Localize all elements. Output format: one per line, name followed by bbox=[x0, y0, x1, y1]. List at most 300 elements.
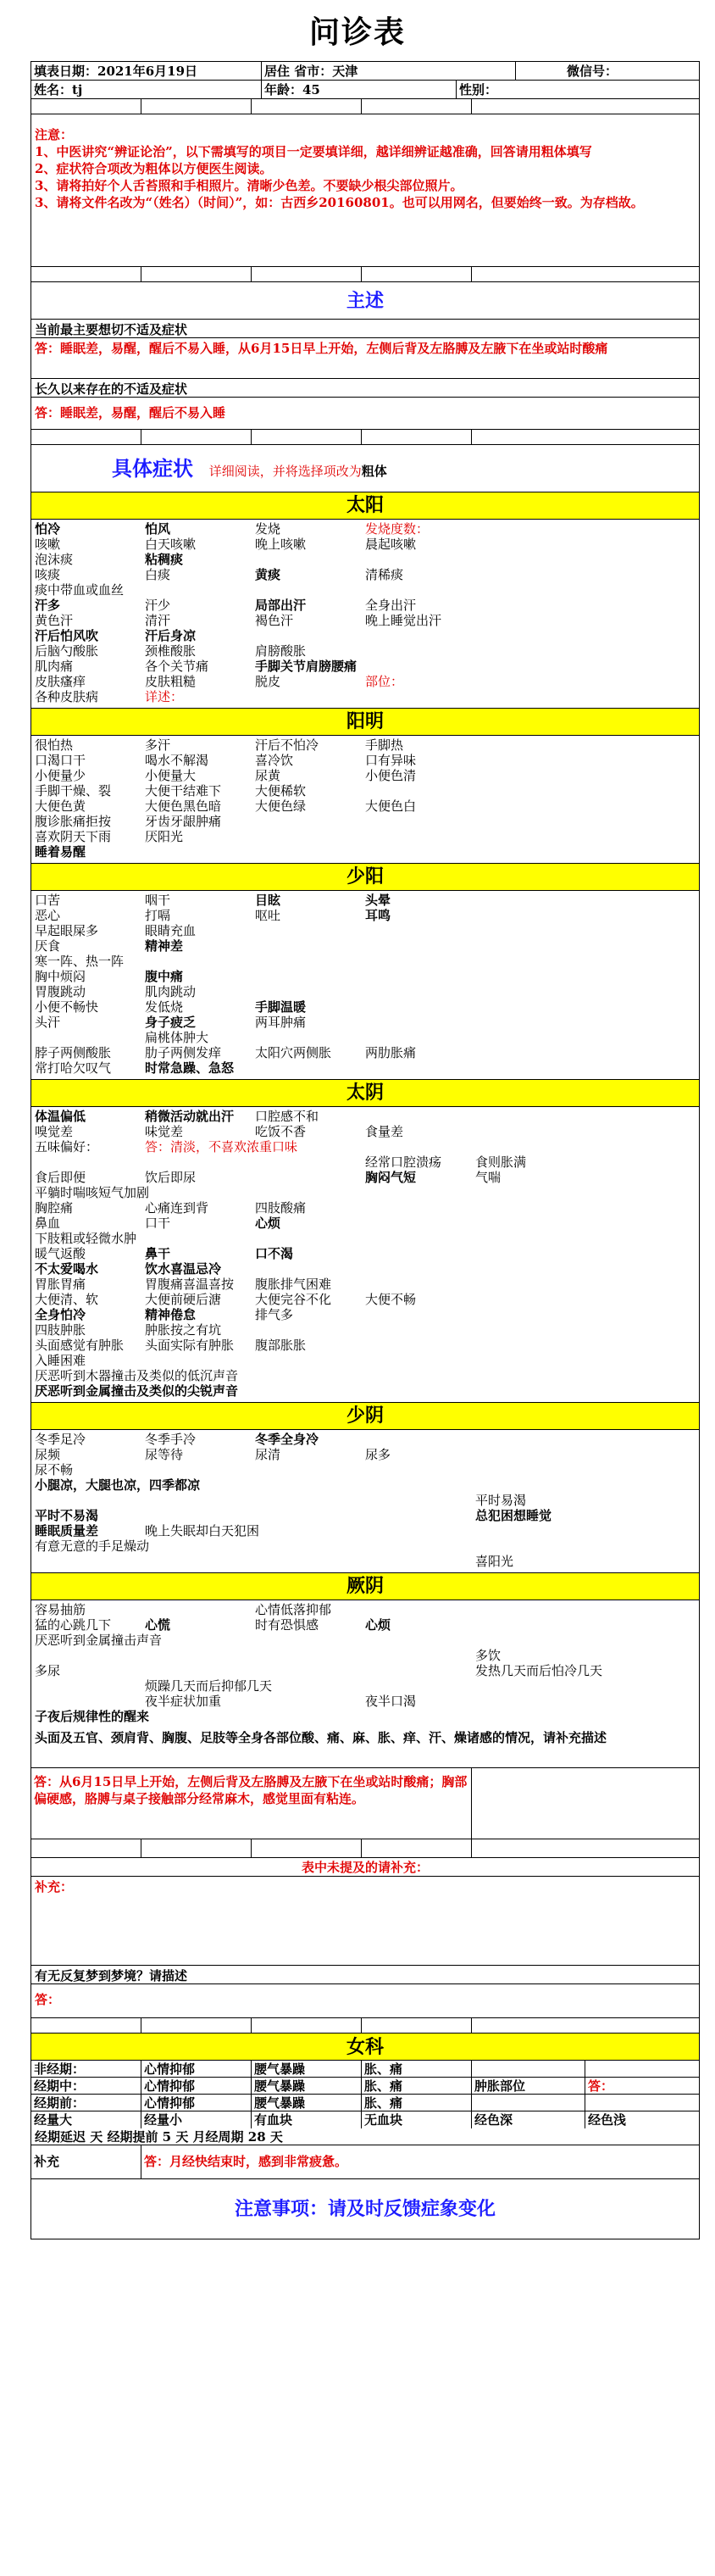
fill-date[interactable]: 填表日期：2021年6月19日 bbox=[31, 62, 262, 80]
patient-name[interactable]: 姓名：tj bbox=[31, 81, 262, 98]
taiyang-symptom[interactable]: 部位： bbox=[365, 674, 404, 689]
yangming-symptom bbox=[475, 783, 696, 798]
gyn-cell[interactable]: 心情抑郁 bbox=[141, 2061, 252, 2077]
gyn-cell[interactable]: 经量大 bbox=[31, 2111, 141, 2128]
shaoyin-symptom[interactable]: 尿等待 bbox=[145, 1447, 184, 1462]
footer-note: 注意事项：请及时反馈症象变化 bbox=[234, 2198, 496, 2220]
shaoyin-symptom bbox=[475, 1432, 696, 1447]
taiyang-symptom[interactable]: 咳痰 bbox=[35, 567, 61, 582]
gyn-cell[interactable]: 经色浅 bbox=[588, 2112, 627, 2128]
taiyin-symptom[interactable]: 腹部胀胀 bbox=[255, 1338, 307, 1353]
shaoyin-symptom[interactable]: 晚上失眠却白天犯困 bbox=[145, 1523, 260, 1538]
taiyang-symptom[interactable]: 痰中带血或血丝 bbox=[35, 582, 125, 598]
taiyin-symptom[interactable]: 头面实际有肿胀 bbox=[145, 1338, 235, 1353]
taiyin-symptom[interactable]: 稍微活动就出汗 bbox=[145, 1109, 235, 1124]
yangming-symptom[interactable]: 大便色黑色暗 bbox=[145, 798, 222, 814]
taiyin-symptom[interactable]: 大便不畅 bbox=[365, 1292, 417, 1307]
yangming-symptom[interactable]: 厌阳光 bbox=[145, 829, 184, 844]
taiyang-symptom[interactable]: 黄痰 bbox=[255, 567, 281, 582]
shaoyang-symptom bbox=[475, 1045, 696, 1060]
taiyin-symptom[interactable]: 厌恶听到金属撞击及类似的尖锐声音 bbox=[35, 1383, 239, 1399]
taiyang-symptom[interactable]: 粘稠痰 bbox=[145, 552, 184, 567]
shaoyang-symptom[interactable]: 肋子两侧发痒 bbox=[145, 1045, 222, 1060]
taiyin-symptom bbox=[255, 1322, 365, 1338]
taiyin-symptom bbox=[475, 1322, 696, 1338]
taiyin-symptom[interactable]: 排气多 bbox=[255, 1307, 294, 1322]
taiyin-symptom[interactable]: 食后即便 bbox=[35, 1170, 86, 1185]
shaoyang-symptom bbox=[475, 893, 696, 908]
yangming-symptom bbox=[475, 737, 696, 753]
gyn-cell[interactable]: 有血块 bbox=[252, 2111, 362, 2128]
shaoyang-symptom[interactable]: 腹中痛 bbox=[145, 969, 184, 984]
spacer-row bbox=[31, 1839, 699, 1858]
taiyin-symptom[interactable]: 心烦 bbox=[255, 1216, 281, 1231]
shaoyang-symptom[interactable]: 两肋胀痛 bbox=[365, 1045, 417, 1060]
taiyin-symptom bbox=[145, 1353, 255, 1368]
taiyang-symptom bbox=[475, 537, 696, 552]
taiyin-symptom[interactable]: 口干 bbox=[145, 1216, 171, 1231]
shaoyin-symptom bbox=[35, 1554, 145, 1569]
shaoyin-symptom[interactable]: 尿多 bbox=[365, 1447, 391, 1462]
gyn-cell[interactable]: 经期前： bbox=[31, 2095, 141, 2111]
taiyang-symptom[interactable]: 各个关节痛 bbox=[145, 659, 209, 674]
shaoyin-symptom[interactable]: 尿不畅 bbox=[35, 1462, 74, 1477]
taiyin-symptom bbox=[365, 1261, 475, 1277]
page-title: 问诊表 bbox=[308, 14, 406, 50]
taiyang-symptom[interactable]: 怕风 bbox=[145, 521, 171, 537]
jueyin-heading: 厥阴 bbox=[31, 1573, 699, 1600]
taiyang-symptom[interactable]: 发烧 bbox=[255, 521, 281, 537]
yangming-symptom[interactable]: 睡着易醒 bbox=[35, 844, 86, 860]
shaoyin-symptom bbox=[475, 1462, 696, 1477]
taiyang-symptom bbox=[365, 582, 475, 598]
taiyang-symptom[interactable]: 发烧度数： bbox=[365, 521, 430, 537]
jueyin-symptom[interactable]: 夜半口渴 bbox=[365, 1694, 417, 1709]
supplement-label[interactable]: 补充： bbox=[35, 1879, 74, 1894]
yangming-symptom bbox=[475, 844, 696, 860]
shaoyang-symptom[interactable]: 目眩 bbox=[255, 893, 281, 908]
shaoyang-symptom bbox=[365, 1030, 475, 1045]
gyn-supp-row bbox=[31, 2145, 699, 2179]
taiyang-symptom[interactable]: 各种皮肤病 bbox=[35, 689, 99, 704]
jueyin-symptom[interactable]: 心情低落抑郁 bbox=[255, 1602, 332, 1617]
shaoyin-symptom[interactable]: 平时不易渴 bbox=[35, 1508, 99, 1523]
shaoyang-symptom[interactable]: 常打哈欠叹气 bbox=[35, 1060, 112, 1076]
taiyin-symptom bbox=[35, 1154, 145, 1170]
taiyin-symptom[interactable]: 胃腹痛喜温喜按 bbox=[145, 1277, 235, 1292]
taiyin-symptom[interactable]: 鼻干 bbox=[145, 1246, 171, 1261]
yangming-symptom[interactable]: 小便色清 bbox=[365, 768, 417, 783]
yangming-symptom[interactable]: 大便色黄 bbox=[35, 798, 86, 814]
supplement-heading: 表中未提及的请补充： bbox=[301, 1860, 429, 1875]
taiyin-symptom[interactable]: 四肢酸痛 bbox=[255, 1200, 307, 1216]
taiyang-symptom[interactable]: 褐色汗 bbox=[255, 613, 294, 628]
taiyin-symptom bbox=[255, 1170, 365, 1185]
shaoyin-symptom[interactable]: 总犯困想睡觉 bbox=[475, 1508, 552, 1523]
yangming-symptom[interactable]: 口有异味 bbox=[365, 753, 417, 768]
taiyang-symptom bbox=[475, 582, 696, 598]
taiyin-symptom[interactable]: 饮水喜温忌冷 bbox=[145, 1261, 222, 1277]
shaoyang-symptom bbox=[255, 969, 365, 984]
shaoyang-symptom bbox=[475, 969, 696, 984]
taiyang-symptom[interactable]: 颈椎酸胀 bbox=[145, 643, 197, 659]
taiyin-symptom[interactable]: 肿胀按之有坑 bbox=[145, 1322, 222, 1338]
taiyang-heading: 太阳 bbox=[31, 492, 699, 520]
yangming-symptom[interactable]: 小便量少 bbox=[35, 768, 86, 783]
gyn-cell bbox=[472, 2095, 585, 2111]
shaoyang-symptom bbox=[255, 954, 365, 969]
shaoyang-symptom[interactable]: 胃腹跳动 bbox=[35, 984, 86, 999]
taiyin-symptom bbox=[365, 1246, 475, 1261]
taiyin-symptom[interactable]: 大便前硬后溏 bbox=[145, 1292, 222, 1307]
patient-gender[interactable]: 性别： bbox=[459, 82, 498, 97]
taiyin-symptom[interactable]: 精神倦怠 bbox=[145, 1307, 197, 1322]
yangming-symptom-list bbox=[31, 736, 699, 864]
jueyin-symptom[interactable]: 心慌 bbox=[145, 1617, 171, 1633]
taiyin-symptom bbox=[255, 1261, 365, 1277]
shaoyang-symptom bbox=[475, 938, 696, 954]
spacer-row bbox=[31, 267, 699, 282]
taiyang-symptom[interactable]: 肩膀酸胀 bbox=[255, 643, 307, 659]
taiyang-symptom[interactable]: 汗后怕风吹 bbox=[35, 628, 99, 643]
shaoyang-symptom[interactable]: 身子疲乏 bbox=[145, 1015, 197, 1030]
yangming-symptom[interactable]: 很怕热 bbox=[35, 737, 74, 753]
yangming-symptom[interactable]: 手脚干燥、裂 bbox=[35, 783, 112, 798]
taiyang-symptom[interactable]: 皮肤粗糙 bbox=[145, 674, 197, 689]
gyn-cell[interactable]: 心情抑郁 bbox=[141, 2078, 252, 2094]
taiyin-symptom[interactable]: 答：清淡，不喜欢浓重口味 bbox=[145, 1139, 298, 1154]
shaoyang-symptom[interactable]: 口苦 bbox=[35, 893, 61, 908]
taiyin-symptom[interactable]: 五味偏好： bbox=[35, 1139, 99, 1154]
taiyin-symptom bbox=[365, 1277, 475, 1292]
jueyin-symptom bbox=[35, 1648, 145, 1663]
jueyin-symptom[interactable]: 厌恶听到金属撞击声音 bbox=[35, 1633, 163, 1648]
taiyang-symptom bbox=[255, 582, 365, 598]
shaoyin-symptom bbox=[365, 1508, 475, 1523]
yangming-symptom[interactable]: 大便色白 bbox=[365, 798, 417, 814]
symptoms-title: 具体症状 bbox=[112, 456, 193, 481]
taiyin-symptom[interactable]: 平躺时喘咳短气加剧 bbox=[35, 1185, 150, 1200]
shaoyang-symptom[interactable]: 眼睛充血 bbox=[145, 923, 197, 938]
shaoyang-symptom[interactable]: 小便不畅快 bbox=[35, 999, 99, 1015]
gyn-cell[interactable]: 胀、痛 bbox=[362, 2095, 472, 2111]
shaoyin-symptom bbox=[255, 1462, 365, 1477]
taiyang-symptom bbox=[475, 598, 696, 613]
yangming-symptom bbox=[475, 768, 696, 783]
jueyin-symptom bbox=[255, 1663, 365, 1678]
gyn-cell[interactable]: 非经期： bbox=[31, 2061, 141, 2077]
taiyang-symptom[interactable]: 脱皮 bbox=[255, 674, 281, 689]
residence[interactable]: 居住 省市：天津 bbox=[262, 62, 516, 80]
jueyin-symptom[interactable]: 多尿 bbox=[35, 1663, 61, 1678]
yangming-symptom[interactable]: 小便量大 bbox=[145, 768, 197, 783]
gyn-cell[interactable]: 经期中： bbox=[31, 2078, 141, 2094]
taiyang-symptom[interactable]: 白天咳嗽 bbox=[145, 537, 197, 552]
taiyin-symptom[interactable]: 不太爱喝水 bbox=[35, 1261, 99, 1277]
taiyang-symptom[interactable]: 泡沫痰 bbox=[35, 552, 74, 567]
shaoyang-symptom[interactable]: 打嗝 bbox=[145, 908, 171, 923]
yangming-symptom[interactable]: 口渴口干 bbox=[35, 753, 86, 768]
taiyin-heading: 太阴 bbox=[31, 1080, 699, 1107]
gyn-cell[interactable]: 腰气暴躁 bbox=[252, 2061, 362, 2077]
jueyin-symptom[interactable]: 猛的心跳几下 bbox=[35, 1617, 112, 1633]
taiyin-symptom bbox=[475, 1307, 696, 1322]
chief-a1[interactable]: 答：睡眠差，易醒，醒后不易入睡，从6月15日早上开始，左侧后背及左胳膊及左腋下在坐或站时酸痛 bbox=[35, 341, 608, 356]
jueyin-symptom[interactable]: 子夜后规律性的醒来 bbox=[35, 1709, 150, 1724]
taiyang-symptom[interactable]: 手脚关节肩膀腰痛 bbox=[255, 659, 358, 674]
taiyin-symptom[interactable]: 全身怕冷 bbox=[35, 1307, 86, 1322]
taiyang-symptom[interactable]: 全身出汗 bbox=[365, 598, 417, 613]
taiyang-symptom bbox=[255, 689, 365, 704]
shaoyin-symptom[interactable]: 冬季手冷 bbox=[145, 1432, 197, 1447]
shaoyang-symptom-list bbox=[31, 891, 699, 1080]
yangming-symptom[interactable]: 大便干结难下 bbox=[145, 783, 222, 798]
shaoyang-symptom bbox=[35, 1030, 145, 1045]
taiyin-symptom bbox=[475, 1200, 696, 1216]
shaoyang-symptom[interactable]: 早起眼屎多 bbox=[35, 923, 99, 938]
yangming-symptom[interactable]: 大便色绿 bbox=[255, 798, 307, 814]
taiyin-symptom bbox=[255, 1154, 365, 1170]
yangming-symptom bbox=[475, 814, 696, 829]
taiyin-symptom bbox=[145, 1154, 255, 1170]
taiyin-symptom[interactable]: 入睡困难 bbox=[35, 1353, 86, 1368]
shaoyang-symptom bbox=[475, 1060, 696, 1076]
yangming-symptom[interactable]: 手脚热 bbox=[365, 737, 404, 753]
taiyang-symptom[interactable]: 清稀痰 bbox=[365, 567, 404, 582]
notice-line-1: 1、中医讲究“辨证论治”，以下需填写的项目一定要填详细，越详细辨证越准确，回答请用粗体填写 bbox=[35, 144, 592, 159]
gyn-cell[interactable]: 答： bbox=[588, 2078, 614, 2094]
taiyin-symptom bbox=[475, 1246, 696, 1261]
supplement-heading-row bbox=[31, 1858, 699, 1877]
symptoms-heading-row bbox=[31, 445, 699, 492]
taiyang-symptom bbox=[475, 674, 696, 689]
yangming-symptom[interactable]: 大便稀软 bbox=[255, 783, 307, 798]
shaoyin-symptom bbox=[145, 1462, 255, 1477]
yangming-symptom[interactable]: 牙齿牙龈肿痛 bbox=[145, 814, 222, 829]
body-pain-answer-row bbox=[31, 1768, 699, 1839]
gyn-cell[interactable]: 心情抑郁 bbox=[141, 2095, 252, 2111]
shaoyin-symptom[interactable]: 平时易渴 bbox=[475, 1493, 527, 1508]
gyn-supp-answer[interactable]: 答：月经快结束时，感到非常疲惫。 bbox=[144, 2154, 348, 2169]
taiyang-symptom[interactable]: 详述： bbox=[145, 689, 184, 704]
body-pain-question-row bbox=[31, 1728, 699, 1768]
shaoyin-symptom bbox=[475, 1523, 696, 1538]
shaoyang-symptom[interactable]: 恶心 bbox=[35, 908, 61, 923]
taiyin-symptom[interactable]: 下肢粗或轻微水肿 bbox=[35, 1231, 137, 1246]
gyn-cell[interactable]: 经色深 bbox=[472, 2111, 585, 2128]
gyn-cell bbox=[585, 2095, 699, 2111]
jueyin-symptom bbox=[145, 1663, 255, 1678]
jueyin-symptom bbox=[255, 1694, 365, 1709]
shaoyang-symptom[interactable]: 两耳肿痛 bbox=[255, 1015, 307, 1030]
taiyin-symptom[interactable]: 饮后即尿 bbox=[145, 1170, 197, 1185]
jueyin-symptom[interactable]: 烦躁几天而后抑郁几天 bbox=[145, 1678, 273, 1694]
taiyang-symptom bbox=[365, 643, 475, 659]
gyn-cycle-row bbox=[31, 2128, 699, 2145]
gyn-cycle[interactable]: 经期延迟 天 经期提前 5 天 月经周期 28 天 bbox=[35, 2129, 283, 2145]
shaoyang-symptom[interactable]: 精神差 bbox=[145, 938, 184, 954]
taiyin-symptom bbox=[475, 1124, 696, 1139]
taiyin-symptom[interactable]: 嗅觉差 bbox=[35, 1124, 74, 1139]
gyn-cell[interactable]: 腰气暴躁 bbox=[252, 2078, 362, 2094]
yangming-symptom[interactable]: 尿黄 bbox=[255, 768, 281, 783]
jueyin-symptom[interactable]: 容易抽筋 bbox=[35, 1602, 86, 1617]
taiyin-symptom bbox=[365, 1231, 475, 1246]
jueyin-symptom[interactable]: 多饮 bbox=[475, 1648, 502, 1663]
gyn-heading: 女科 bbox=[31, 2034, 699, 2061]
yangming-symptom[interactable]: 腹诊胀痛拒按 bbox=[35, 814, 112, 829]
taiyin-symptom[interactable]: 气喘 bbox=[475, 1170, 502, 1185]
taiyin-symptom bbox=[475, 1277, 696, 1292]
yangming-symptom bbox=[365, 814, 475, 829]
jueyin-symptom bbox=[35, 1694, 145, 1709]
chief-q2-row bbox=[31, 379, 699, 398]
taiyin-symptom[interactable]: 食则胀满 bbox=[475, 1154, 527, 1170]
chief-a2[interactable]: 答：睡眠差，易醒，醒后不易入睡 bbox=[35, 405, 226, 420]
taiyang-symptom[interactable]: 局部出汗 bbox=[255, 598, 307, 613]
shaoyang-symptom[interactable]: 扁桃体肿大 bbox=[145, 1030, 209, 1045]
shaoyang-symptom[interactable]: 头汗 bbox=[35, 1015, 61, 1030]
gyn-cell bbox=[585, 2061, 699, 2077]
gyn-cell[interactable]: 无血块 bbox=[362, 2111, 472, 2128]
wechat[interactable]: 微信号： bbox=[567, 64, 618, 79]
shaoyin-symptom[interactable]: 尿频 bbox=[35, 1447, 61, 1462]
taiyin-symptom[interactable]: 口腔感不和 bbox=[255, 1109, 319, 1124]
taiyin-symptom[interactable]: 经常口腔溃疡 bbox=[365, 1154, 442, 1170]
shaoyin-symptom[interactable]: 小腿凉，大腿也凉，四季都凉 bbox=[35, 1477, 201, 1493]
shaoyang-symptom[interactable]: 时常急躁、急怒 bbox=[145, 1060, 235, 1076]
shaoyang-symptom bbox=[475, 923, 696, 938]
taiyin-symptom bbox=[365, 1200, 475, 1216]
dreams-answer[interactable]: 答： bbox=[35, 1992, 61, 2007]
taiyin-symptom[interactable]: 胸腔痛 bbox=[35, 1200, 74, 1216]
shaoyang-symptom[interactable]: 头晕 bbox=[365, 893, 391, 908]
taiyin-symptom[interactable]: 胃胀胃痛 bbox=[35, 1277, 86, 1292]
taiyang-symptom bbox=[475, 689, 696, 704]
gyn-cell[interactable]: 腰气暴躁 bbox=[252, 2095, 362, 2111]
shaoyin-symptom[interactable]: 冬季全身冷 bbox=[255, 1432, 319, 1447]
shaoyang-symptom[interactable]: 咽干 bbox=[145, 893, 171, 908]
yangming-symptom bbox=[475, 798, 696, 814]
shaoyang-symptom[interactable]: 厌食 bbox=[35, 938, 61, 954]
gyn-cell[interactable]: 胀、痛 bbox=[362, 2078, 472, 2094]
taiyin-symptom[interactable]: 口不渴 bbox=[255, 1246, 294, 1261]
taiyang-symptom[interactable]: 汗多 bbox=[35, 598, 61, 613]
shaoyin-symptom[interactable]: 有意无意的手足燥动 bbox=[35, 1538, 150, 1554]
shaoyang-symptom[interactable]: 手脚温暖 bbox=[255, 999, 307, 1015]
taiyin-symptom[interactable]: 鼻血 bbox=[35, 1216, 61, 1231]
yangming-symptom[interactable]: 喜欢阴天下雨 bbox=[35, 829, 112, 844]
notice-block bbox=[31, 114, 699, 267]
taiyang-symptom[interactable]: 后脑勺酸胀 bbox=[35, 643, 99, 659]
jueyin-symptom bbox=[475, 1678, 696, 1694]
taiyang-symptom[interactable]: 怕冷 bbox=[35, 521, 61, 537]
taiyang-symptom[interactable]: 黄色汗 bbox=[35, 613, 74, 628]
dreams-answer-row bbox=[31, 1984, 699, 2018]
taiyang-symptom[interactable]: 晨起咳嗽 bbox=[365, 537, 417, 552]
gyn-cell[interactable]: 经量小 bbox=[141, 2111, 252, 2128]
shaoyin-symptom[interactable]: 冬季足冷 bbox=[35, 1432, 86, 1447]
taiyin-symptom[interactable]: 体温偏低 bbox=[35, 1109, 86, 1124]
shaoyang-symptom[interactable]: 胸中烦闷 bbox=[35, 969, 86, 984]
taiyin-symptom[interactable]: 味觉差 bbox=[145, 1124, 184, 1139]
jueyin-symptom[interactable]: 发热几天而后怕冷几天 bbox=[475, 1663, 603, 1678]
taiyang-symptom[interactable]: 咳嗽 bbox=[35, 537, 61, 552]
shaoyang-symptom bbox=[475, 1015, 696, 1030]
taiyang-symptom[interactable]: 清汗 bbox=[145, 613, 171, 628]
jueyin-symptom[interactable]: 夜半症状加重 bbox=[145, 1694, 222, 1709]
gyn-cell[interactable]: 肿胀部位 bbox=[472, 2078, 585, 2094]
shaoyin-symptom[interactable]: 喜阳光 bbox=[475, 1554, 514, 1569]
taiyin-symptom[interactable]: 心痛连到背 bbox=[145, 1200, 209, 1216]
taiyang-symptom[interactable]: 晚上咳嗽 bbox=[255, 537, 307, 552]
taiyin-symptom[interactable]: 头面感觉有肿胀 bbox=[35, 1338, 125, 1353]
taiyin-symptom[interactable]: 胸闷气短 bbox=[365, 1170, 417, 1185]
symptoms-hint: 详细阅读，并将选择项改为 bbox=[208, 464, 362, 479]
shaoyin-symptom bbox=[145, 1493, 255, 1508]
yangming-symptom[interactable]: 汗后不怕冷 bbox=[255, 737, 319, 753]
taiyang-symptom[interactable]: 汗后身凉 bbox=[145, 628, 197, 643]
shaoyang-symptom bbox=[475, 984, 696, 999]
shaoyang-symptom[interactable]: 耳鸣 bbox=[365, 908, 391, 923]
dreams-question: 有无反复梦到梦境？请描述 bbox=[35, 1968, 188, 1983]
taiyang-symptom[interactable]: 晚上睡觉出汗 bbox=[365, 613, 442, 628]
taiyang-symptom[interactable]: 汗少 bbox=[145, 598, 171, 613]
taiyin-symptom[interactable]: 暖气返酸 bbox=[35, 1246, 86, 1261]
shaoyang-symptom bbox=[475, 908, 696, 923]
shaoyang-symptom[interactable]: 肌肉跳动 bbox=[145, 984, 197, 999]
shaoyang-symptom[interactable]: 脖子两侧酸胀 bbox=[35, 1045, 112, 1060]
shaoyang-symptom[interactable]: 太阳穴两侧胀 bbox=[255, 1045, 332, 1060]
shaoyang-symptom[interactable]: 寒一阵、热一阵 bbox=[35, 954, 125, 969]
taiyin-symptom[interactable]: 四肢肿胀 bbox=[35, 1322, 86, 1338]
shaoyang-symptom bbox=[255, 923, 365, 938]
jueyin-symptom bbox=[475, 1694, 696, 1709]
taiyang-symptom[interactable]: 白痰 bbox=[145, 567, 171, 582]
taiyin-symptom[interactable]: 厌恶听到木器撞击及类似的低沉声音 bbox=[35, 1368, 239, 1383]
jueyin-symptom[interactable]: 心烦 bbox=[365, 1617, 391, 1633]
yangming-symptom[interactable]: 多汗 bbox=[145, 737, 171, 753]
shaoyang-symptom bbox=[365, 984, 475, 999]
taiyin-symptom[interactable]: 食量差 bbox=[365, 1124, 404, 1139]
chief-q1-row bbox=[31, 320, 699, 338]
shaoyang-symptom[interactable]: 发低烧 bbox=[145, 999, 184, 1015]
taiyang-symptom bbox=[255, 628, 365, 643]
taiyang-symptom[interactable]: 肌肉痛 bbox=[35, 659, 74, 674]
shaoyin-symptom[interactable]: 睡眠质量差 bbox=[35, 1523, 99, 1538]
taiyang-symptom bbox=[475, 521, 696, 537]
yangming-symptom[interactable]: 喝水不解渴 bbox=[145, 753, 209, 768]
yangming-symptom[interactable]: 喜冷饮 bbox=[255, 753, 294, 768]
taiyin-symptom[interactable]: 大便完谷不化 bbox=[255, 1292, 332, 1307]
taiyin-symptom[interactable]: 吃饭不香 bbox=[255, 1124, 307, 1139]
jueyin-symptom bbox=[145, 1602, 255, 1617]
patient-age[interactable]: 年龄：45 bbox=[262, 81, 457, 98]
body-pain-answer[interactable]: 答：从6月15日早上开始，左侧后背及左胳膊及左腋下在坐或站时酸痛；胸部偏硬感，胳膊与桌子接触部分经常麻木，感觉里面有粘连。 bbox=[34, 1774, 468, 1806]
taiyang-symptom[interactable]: 皮肤瘙痒 bbox=[35, 674, 86, 689]
shaoyang-symptom bbox=[365, 999, 475, 1015]
shaoyang-symptom bbox=[475, 954, 696, 969]
jueyin-symptom[interactable]: 时有恐惧感 bbox=[255, 1617, 319, 1633]
shaoyin-symptom[interactable]: 尿清 bbox=[255, 1447, 281, 1462]
shaoyang-symptom[interactable]: 呕吐 bbox=[255, 908, 281, 923]
taiyin-symptom[interactable]: 大便清、软 bbox=[35, 1292, 99, 1307]
taiyin-symptom bbox=[365, 1307, 475, 1322]
gyn-cell[interactable]: 胀、痛 bbox=[362, 2061, 472, 2077]
shaoyang-symptom bbox=[365, 1015, 475, 1030]
taiyin-symptom[interactable]: 腹胀排气困难 bbox=[255, 1277, 332, 1292]
shaoyang-symptom bbox=[255, 938, 365, 954]
